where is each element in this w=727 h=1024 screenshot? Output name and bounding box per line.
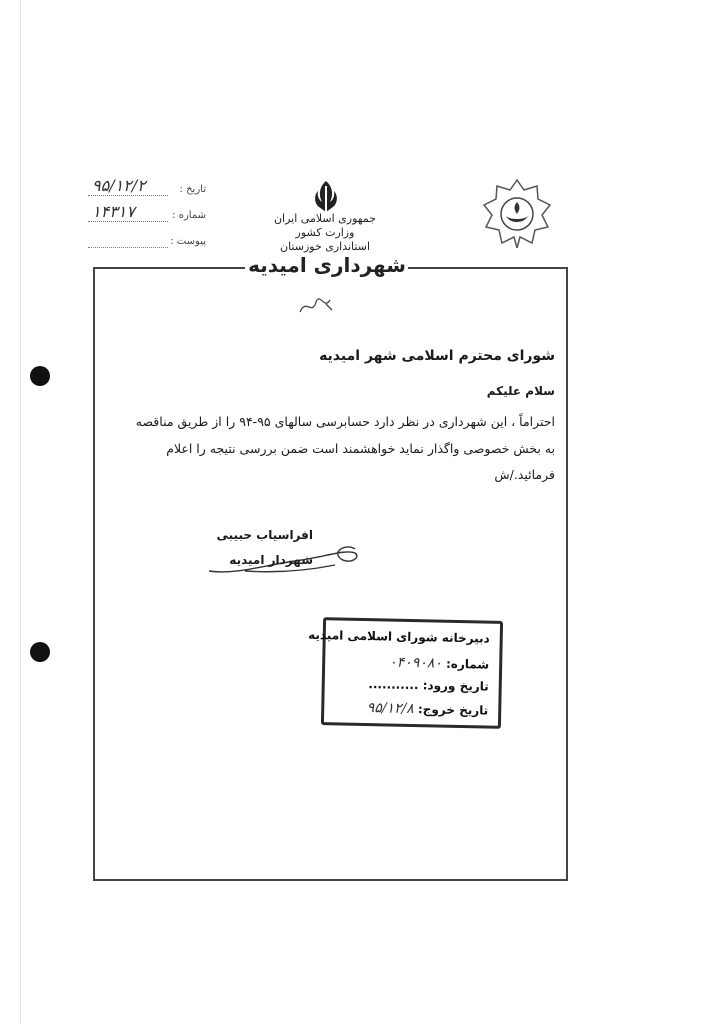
meta-date-label: تاریخ : <box>179 184 206 195</box>
page-edge <box>20 0 21 1024</box>
stamp-entry-date <box>368 677 489 694</box>
stamp-number-value: ۰۴۰۹۰۸۰ <box>389 654 443 672</box>
body-line-3: فرمائید./ش <box>494 467 555 482</box>
header-country: جمهوری اسلامی ایران <box>273 212 377 225</box>
meta-attachment-label: پیوست : <box>170 236 206 247</box>
addressee: شورای محترم اسلامی شهر امیدیه <box>319 348 555 364</box>
stamp-title: دبیرخانه شورای اسلامی امیدیه <box>308 627 490 646</box>
meta-attachment <box>88 234 206 250</box>
signer-title: شهردار امیدیه <box>229 553 313 567</box>
meta-attachment-line <box>88 247 168 248</box>
municipality-logo-icon <box>482 178 552 248</box>
stamp-entry-label: تاریخ ورود: <box>422 678 489 694</box>
body-line-2: به بخش خصوصی واگذار نماید خواهشمند است ضمن بررسی نتیجه را اعلام <box>166 441 555 456</box>
punch-hole-top <box>30 366 50 386</box>
header-ministry: وزارت کشور <box>295 226 355 239</box>
stamp-exit-label: تاریخ خروج: <box>417 702 489 718</box>
meta-date-value: ۹۵/۱۲/۲ <box>92 176 146 195</box>
greeting: سلام علیکم <box>486 384 555 398</box>
initial-scribble <box>296 290 336 320</box>
meta-date <box>88 176 206 198</box>
meta-date-line <box>88 195 168 196</box>
meta-number-label: شماره : <box>172 210 206 221</box>
stamp-exit-value: ۹۵/۱۲/۸ <box>366 700 414 718</box>
body-line-1: احتراماً ، این شهرداری در نظر دارد حسابرسی سالهای ۹۵-۹۴ را از طریق مناقصه <box>135 414 555 429</box>
secretariat-stamp <box>308 617 503 729</box>
meta-number <box>88 202 206 224</box>
frame-top-left <box>93 267 245 269</box>
punch-hole-bottom <box>30 642 50 662</box>
signer-name: افراسیاب حبیبی <box>216 528 313 542</box>
iran-emblem-icon <box>306 178 346 216</box>
municipality-title: شهرداری امیدیه <box>248 253 406 277</box>
meta-number-line <box>88 221 168 222</box>
header-province: استانداری خوزستان <box>279 240 370 253</box>
stamp-number <box>389 655 489 673</box>
stamp-exit-date <box>367 700 489 719</box>
meta-number-value: ۱۴۳۱۷ <box>92 202 135 221</box>
stamp-number-label: شماره: <box>445 656 490 672</box>
stamp-entry-dots: ........... <box>368 677 419 693</box>
frame-top-right <box>408 267 568 269</box>
